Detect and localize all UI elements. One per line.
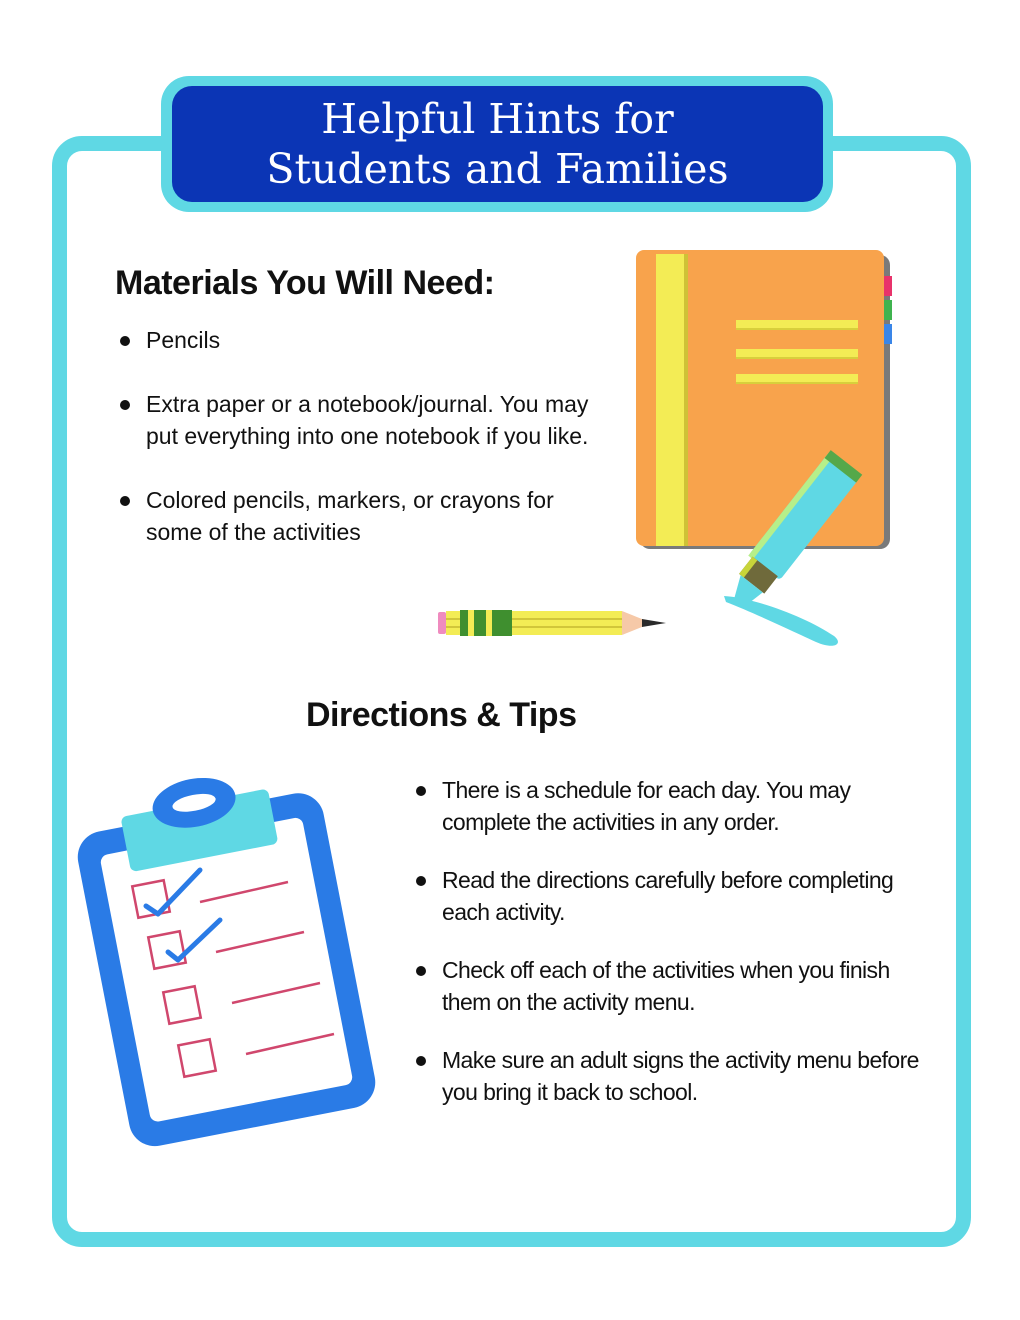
title-banner [172, 86, 823, 202]
materials-list [116, 324, 616, 580]
materials-item: Colored pencils, markers, or crayons for some of the activities [116, 484, 616, 548]
materials-item: Extra paper or a notebook/journal. You may put everything into one notebook if you like. [116, 388, 616, 452]
materials-heading: Materials You Will Need: [115, 264, 495, 302]
highlighter-icon [716, 440, 866, 650]
pencil-icon [438, 608, 670, 638]
directions-heading: Directions & Tips [306, 696, 577, 734]
directions-item: Check off each of the activities when you finish them on the activity menu. [412, 954, 932, 1018]
directions-item: Make sure an adult signs the activity menu before you bring it back to school. [412, 1044, 932, 1108]
directions-item: Read the directions carefully before completing each activity. [412, 864, 932, 928]
title-line-1: Helpful Hints for [321, 95, 674, 143]
clipboard-checklist-icon [80, 770, 410, 1140]
title-line-2: Students and Families [266, 145, 729, 193]
materials-item: Pencils [116, 324, 616, 356]
directions-item: There is a schedule for each day. You may complete the activities in any order. [412, 774, 932, 838]
directions-list [412, 774, 932, 1134]
